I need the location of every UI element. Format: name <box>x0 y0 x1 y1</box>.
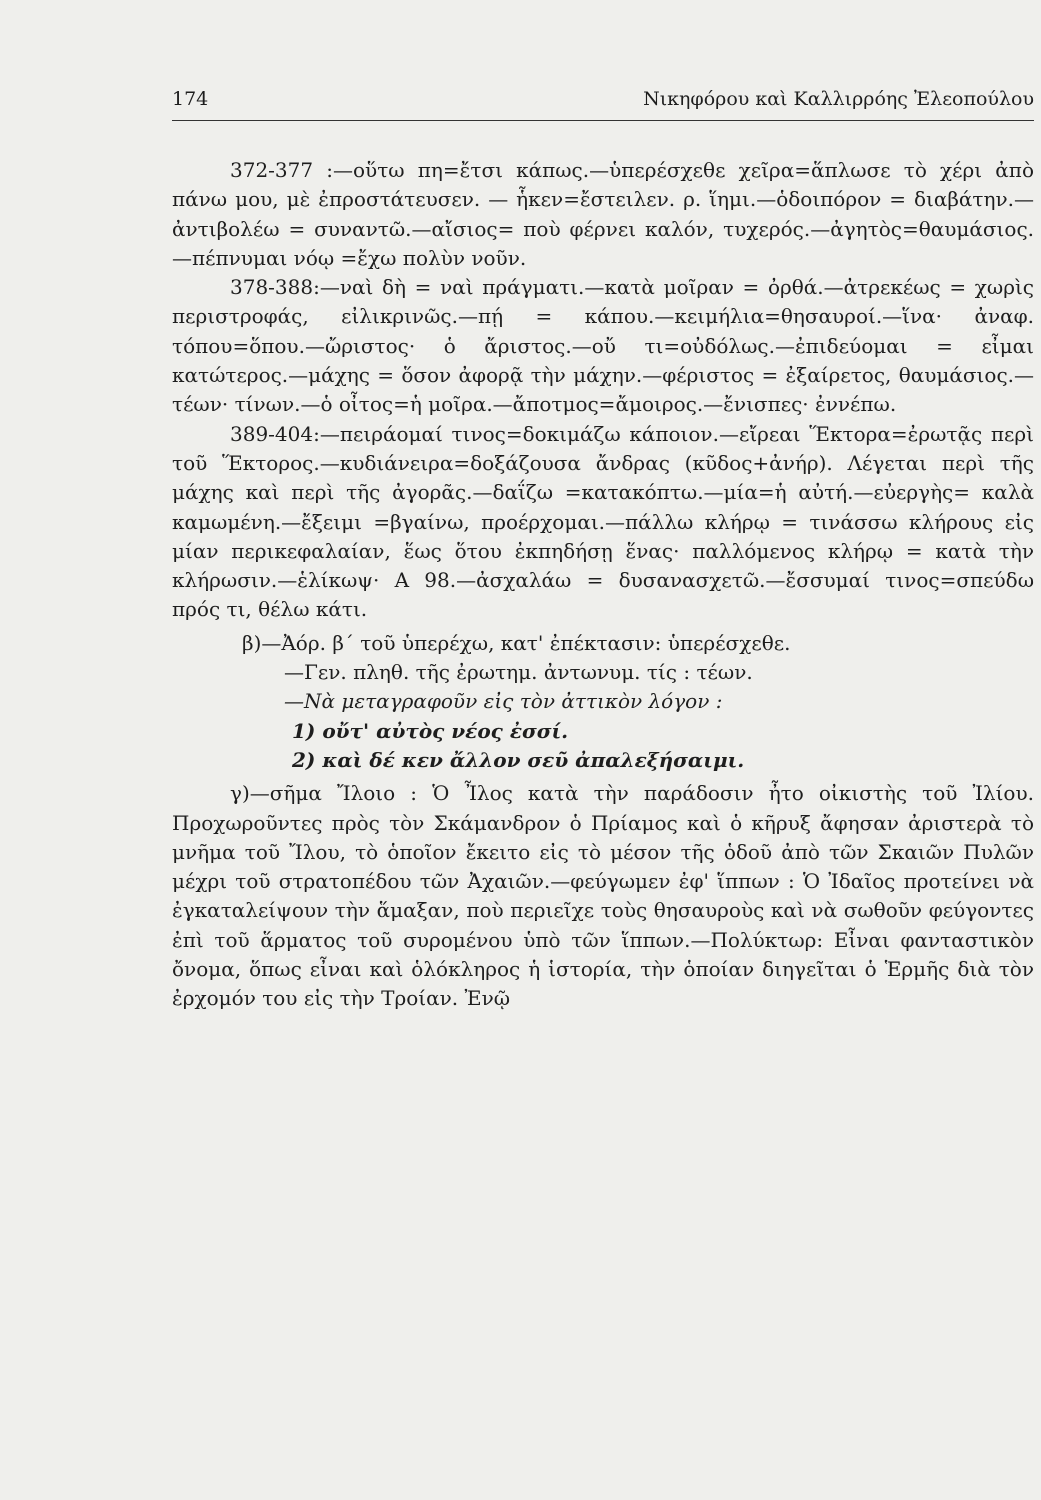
commentary-paragraph-389-404: 389-404:—πειράομαί τινος=δοκιμάζω κάποιον.—εἴρεαι Ἕκτορα=ἐρωτᾷς περὶ τοῦ Ἕκτορος.—κυδιάνειρα=δοξάζουσα ἄνδρας (κῦδος+ἀνήρ). Λέγεται περὶ τῆς μάχης καὶ περὶ τῆς ἀγορᾶς.—δαΐζω =κατακόπτω.—μία=ἡ αὐτή.—εὐεργὴς= καλὰ καμωμένη.—ἔξειμι =βγαίνω, προέρχομαι.—πάλλω κλήρῳ = τινάσσω κλήρους εἰς μίαν περικεφαλαίαν, ἕως ὅτου ἐκπηδήσῃ ἕνας· παλλόμενος κλήρῳ = κατὰ τὴν κλήρωσιν.—ἑλίκωψ· Α 98.—ἀσχαλάω = δυσανασχετῶ.—ἔσσυμαί τινος=σπεύδω πρός τι, θέλω κάτι. <box>172 421 1034 622</box>
beta-line-exercise-2: 2) καὶ δέ κεν ἄλλον σεῦ ἀπαλεξήσαιμι. <box>292 747 745 772</box>
beta-line-genitive: —Γεν. πληθ. τῆς ἐρωτημ. ἀντωνυμ. τίς : τέων. <box>284 660 753 685</box>
beta-line-exercise-1: 1) οὔτ' αὐτὸς νέος ἐσσί. <box>292 718 569 743</box>
beta-line-aorist: β)—Ἀόρ. β΄ τοῦ ὑπερέχω, κατ' ἐπέκτασιν: ὑπερέσχεθε. <box>242 630 791 655</box>
running-title: Νικηφόρου καὶ Καλλιρρόης Ἐλεοπούλου <box>643 88 1034 110</box>
beta-line-translate-instruction: —Νὰ μεταγραφοῦν εἰς τὸν ἀττικὸν λόγον : <box>284 689 723 714</box>
commentary-paragraph-378-388: 378-388:—ναὶ δὴ = ναὶ πράγματι.—κατὰ μοῖραν = ὀρθά.—ἀτρεκέως = χωρὶς περιστροφάς, εἰλικρινῶς.—πῄ = κάπου.—κειμήλια=θησαυροί.—ἵνα· ἀναφ. τόπου=ὅπου.—ὤριστος· ὁ ἄριστος.—οὔ τι=οὐδόλως.—ἐπιδεύομαι = εἶμαι κατώτερος.—μάχης = ὅσον ἀφορᾷ τὴν μάχην.—φέριστος = ἐξαίρετος, θαυμάσιος.—τέων· τίνων.—ὁ οἶτος=ἡ μοῖρα.—ἄποτμος=ἄμοιρος.—ἔνισπες· ἐννέπω. <box>172 275 1034 417</box>
page-body <box>172 156 1034 1014</box>
gamma-paragraph: γ)—σῆμα Ἴλοιο : Ὁ Ἶλος κατὰ τὴν παράδοσιν ἦτο οἰκιστὴς τοῦ Ἰλίου. Προχωροῦντες πρὸς τὸν Σκάμανδρον ὁ Πρίαμος καὶ ὁ κῆρυξ ἄφησαν ἀριστερὰ τὸ μνῆμα τοῦ Ἴλου, τὸ ὁποῖον ἔκειτο εἰς τὸ μέσον τῆς ὁδοῦ ἀπὸ τῶν Σκαιῶν Πυλῶν μέχρι τοῦ στρατοπέδου τῶν Ἀχαιῶν.—φεύγωμεν ἐφ' ἵππων : Ὁ Ἰδαῖος προτείνει νὰ ἐγκαταλείψουν τὴν ἅμαξαν, ποὺ περιεῖχε τοὺς θησαυροὺς καὶ νὰ σωθοῦν φεύγοντες ἐπὶ τοῦ ἅρματος τοῦ συρομένου ὑπὸ τῶν ἵππων.—Πολύκτωρ: Εἶναι φανταστικὸν ὄνομα, ὅπως εἶναι καὶ ὁλόκληρος ἡ ἱστορία, τὴν ὁποίαν διηγεῖται ὁ Ἑρμῆς διὰ τὸν ἐρχομόν του εἰς τὴν Τροίαν. Ἐνῷ <box>172 781 1034 1011</box>
page-header <box>172 88 1034 110</box>
header-rule <box>172 120 1034 121</box>
commentary-paragraph-372-377: 372-377 :—οὕτω πη=ἔτσι κάπως.—ὑπερέσχεθε χεῖρα=ἅπλωσε τὸ χέρι ἀπὸ πάνω μου, μὲ ἐπροστάτευσεν. — ἧκεν=ἔστειλεν. ρ. ἵημι.—ὁδοιπόρον = διαβάτην.—ἀντιβολέω = συναντῶ.—αἴσιος= ποὺ φέρνει καλόν, τυχερός.—ἀγητὸς=θαυμάσιος.—πέπνυμαι νόῳ =ἔχω πολὺν νοῦν. <box>172 158 1034 270</box>
page-number: 174 <box>172 88 209 110</box>
